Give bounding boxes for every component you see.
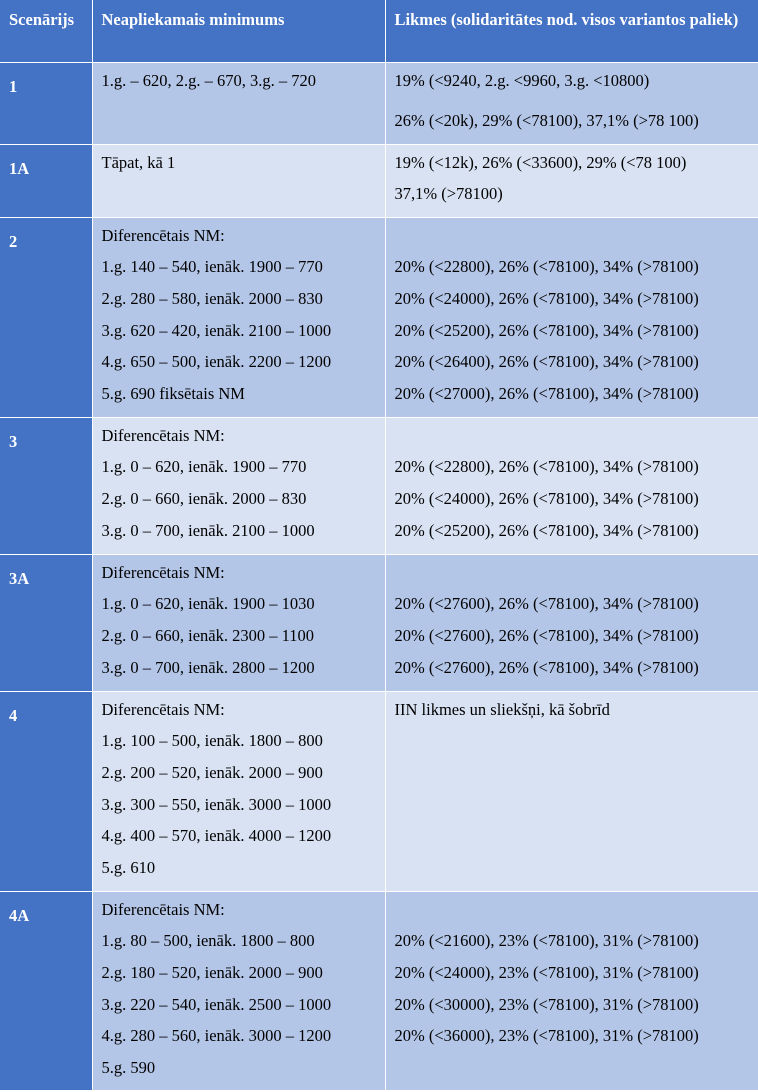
rate-line: 20% (<22800), 26% (<78100), 34% (>78100) [394, 457, 699, 477]
rate-line: 37,1% (>78100) [394, 184, 503, 204]
minimum-line: 1.g. 0 – 620, ienāk. 1900 – 770 [101, 457, 307, 477]
rate-line: 20% (<27600), 26% (<78100), 34% (>78100) [394, 657, 699, 677]
rate-line [395, 420, 753, 452]
minimum-line: Diferencētais NM: [101, 562, 225, 582]
table-row [0, 62, 758, 144]
scenario-id: 4 [0, 691, 92, 891]
rates-cell [385, 891, 758, 1090]
minimum-cell [92, 891, 385, 1090]
rate-line: 20% (<24000), 23% (<78100), 31% (>78100) [394, 962, 699, 982]
minimum-line: 1.g. 100 – 500, ienāk. 1800 – 800 [101, 731, 323, 751]
minimum-line: 1.g. 0 – 620, ienāk. 1900 – 1030 [101, 594, 315, 614]
scenario-id: 2 [0, 217, 92, 417]
minimum-line: 2.g. 0 – 660, ienāk. 2000 – 830 [101, 488, 307, 508]
minimum-line: 2.g. 0 – 660, ienāk. 2300 – 1100 [101, 625, 314, 645]
rate-line: 20% (<25200), 26% (<78100), 34% (>78100) [394, 320, 699, 340]
minimum-line: 2.g. 280 – 580, ienāk. 2000 – 830 [101, 288, 323, 308]
rate-line: 20% (<27600), 26% (<78100), 34% (>78100) [394, 594, 699, 614]
rate-line [395, 220, 753, 252]
rates-cell [385, 217, 758, 417]
rate-line: 20% (<22800), 26% (<78100), 34% (>78100) [394, 257, 699, 277]
table-row [0, 144, 758, 217]
minimum-line: Diferencētais NM: [101, 425, 225, 445]
rate-line: 20% (<25200), 26% (<78100), 34% (>78100) [394, 520, 699, 540]
minimum-line: 2.g. 200 – 520, ienāk. 2000 – 900 [101, 762, 323, 782]
minimum-cell [92, 217, 385, 417]
rate-line: 19% (<9240, 2.g. <9960, 3.g. <10800) [394, 70, 650, 90]
rate-line: 26% (<20k), 29% (<78100), 37,1% (>78 100) [394, 111, 699, 131]
table-row [0, 417, 758, 554]
minimum-line: 4.g. 280 – 560, ienāk. 3000 – 1200 [101, 1026, 332, 1046]
rate-line: 20% (<36000), 23% (<78100), 31% (>78100) [394, 1026, 699, 1046]
rate-line [395, 894, 753, 926]
rate-line: 20% (<30000), 23% (<78100), 31% (>78100) [394, 994, 699, 1014]
table-row [0, 891, 758, 1090]
table-row [0, 217, 758, 417]
rates-cell [385, 62, 758, 144]
rates-cell [385, 691, 758, 891]
minimum-line: Diferencētais NM: [101, 225, 225, 245]
minimum-cell [92, 691, 385, 891]
header-minimum: Neapliekamais minimums [92, 0, 385, 62]
minimum-line: 2.g. 180 – 520, ienāk. 2000 – 900 [101, 962, 323, 982]
minimum-line: 5.g. 610 [101, 857, 156, 877]
minimum-line: 5.g. 590 [101, 1057, 156, 1077]
scenario-id: 3 [0, 417, 92, 554]
minimum-line: 1.g. 140 – 540, ienāk. 1900 – 770 [101, 257, 323, 277]
rate-line [395, 96, 753, 105]
rate-line: 20% (<21600), 23% (<78100), 31% (>78100) [394, 931, 699, 951]
minimum-line: 3.g. 220 – 540, ienāk. 2500 – 1000 [101, 994, 332, 1014]
header-row [0, 0, 758, 62]
scenario-id: 4A [0, 891, 92, 1090]
rate-line: 20% (<27600), 26% (<78100), 34% (>78100) [394, 625, 699, 645]
table-row [0, 691, 758, 891]
rate-line: 20% (<24000), 26% (<78100), 34% (>78100) [394, 488, 699, 508]
table-row [0, 554, 758, 691]
minimum-line: 1.g. 80 – 500, ienāk. 1800 – 800 [101, 931, 315, 951]
minimum-line: Diferencētais NM: [101, 899, 225, 919]
minimum-line: 1.g. – 620, 2.g. – 670, 3.g. – 720 [101, 70, 316, 90]
scenario-id: 1 [0, 62, 92, 144]
minimum-line: 4.g. 650 – 500, ienāk. 2200 – 1200 [101, 352, 332, 372]
header-scenario: Scenārijs [0, 0, 92, 62]
minimum-line: 3.g. 300 – 550, ienāk. 3000 – 1000 [101, 794, 332, 814]
minimum-cell [92, 554, 385, 691]
minimum-line: Diferencētais NM: [101, 699, 225, 719]
minimum-line: 4.g. 400 – 570, ienāk. 4000 – 1200 [101, 826, 332, 846]
minimum-line: 3.g. 620 – 420, ienāk. 2100 – 1000 [101, 320, 332, 340]
rates-cell [385, 554, 758, 691]
rate-line: 19% (<12k), 26% (<33600), 29% (<78 100) [394, 152, 687, 172]
minimum-line: 5.g. 690 fiksētais NM [101, 383, 245, 403]
scenario-id: 3A [0, 554, 92, 691]
minimum-line: 3.g. 0 – 700, ienāk. 2100 – 1000 [101, 520, 315, 540]
rate-line: 20% (<24000), 26% (<78100), 34% (>78100) [394, 288, 699, 308]
header-rates: Likmes (solidaritātes nod. visos variantos paliek) [385, 0, 758, 62]
rate-line: 20% (<27000), 26% (<78100), 34% (>78100) [394, 383, 699, 403]
rate-line: 20% (<26400), 26% (<78100), 34% (>78100) [394, 352, 699, 372]
minimum-cell [92, 417, 385, 554]
rates-cell [385, 417, 758, 554]
minimum-line: 3.g. 0 – 700, ienāk. 2800 – 1200 [101, 657, 315, 677]
rate-line [395, 557, 753, 589]
minimum-cell [92, 144, 385, 217]
rates-cell [385, 144, 758, 217]
scenario-id: 1A [0, 144, 92, 217]
rate-line: IIN likmes un sliekšņi, kā šobrīd [394, 699, 610, 719]
minimum-cell [92, 62, 385, 144]
minimum-line: Tāpat, kā 1 [101, 152, 176, 172]
